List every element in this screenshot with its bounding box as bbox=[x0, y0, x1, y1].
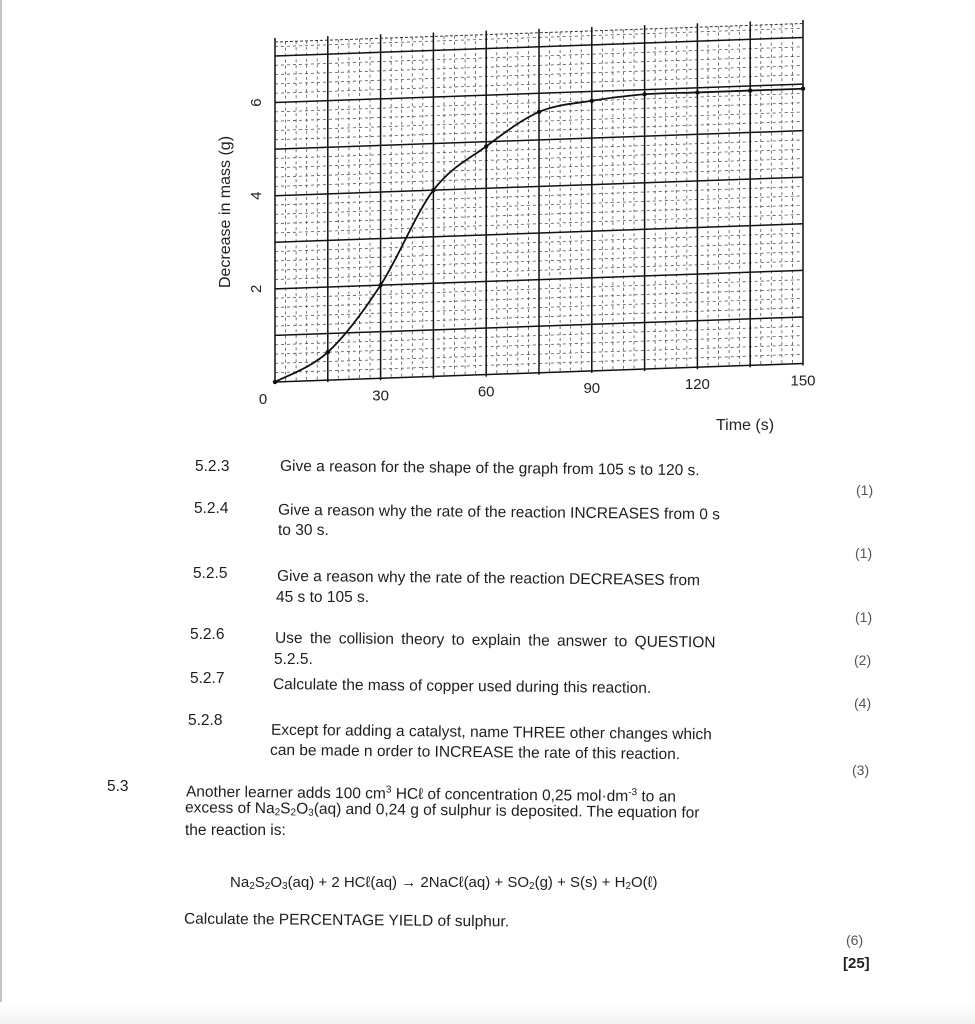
page-bottom-band bbox=[0, 1002, 975, 1024]
question-text-line-1: Give a reason why the rate of the reaction INCREASES from 0 s bbox=[277, 501, 721, 524]
subscript: 3 bbox=[282, 881, 288, 892]
data-point bbox=[378, 283, 382, 287]
question-marks: (1) bbox=[856, 482, 874, 498]
question-marks: (6) bbox=[846, 932, 864, 948]
data-point bbox=[590, 99, 594, 103]
question-number: 5.2.7 bbox=[190, 670, 225, 687]
x-tick-label: 60 bbox=[477, 383, 495, 401]
question-text-line-2: 45 s to 105 s. bbox=[276, 589, 370, 606]
x-tick-label: 30 bbox=[372, 387, 389, 405]
data-point bbox=[484, 144, 488, 148]
chart-svg bbox=[200, 20, 820, 440]
y-tick-label: 6 bbox=[247, 98, 265, 107]
subscript: 3 bbox=[308, 807, 314, 819]
eq-run: (g) + S(s) + H bbox=[534, 874, 626, 891]
y-tick-label: 4 bbox=[247, 191, 265, 200]
subscript: 2 bbox=[249, 881, 255, 892]
question-number: 5.2.5 bbox=[193, 565, 228, 582]
data-point bbox=[801, 87, 805, 91]
question-marks: (1) bbox=[855, 609, 873, 625]
question-text: Give a reason for the shape of the graph from 105 s to 120 s. bbox=[279, 457, 700, 480]
data-point bbox=[537, 110, 541, 114]
subscript: 2 bbox=[264, 881, 271, 892]
data-point bbox=[326, 350, 330, 354]
question-number: 5.2.4 bbox=[194, 500, 229, 517]
total-marks: [25] bbox=[843, 955, 870, 972]
question-text-line-1: Give a reason why the rate of the reaction DECREASES from bbox=[276, 567, 701, 590]
percentage-yield-instruction: Calculate the PERCENTAGE YIELD of sulphur. bbox=[183, 910, 510, 931]
chemical-equation bbox=[230, 874, 658, 892]
subscript: 2 bbox=[290, 807, 297, 819]
subscript: 2 bbox=[625, 881, 631, 892]
question-marks: (2) bbox=[854, 652, 872, 668]
axis-ticks bbox=[248, 98, 816, 408]
question-number: 5.3 bbox=[107, 778, 129, 795]
question-text-line-2: to 30 s. bbox=[278, 522, 329, 539]
question-marks: (3) bbox=[852, 762, 870, 778]
question-text-line-2: can be made n order to INCREASE the rate of this reaction. bbox=[269, 741, 681, 764]
data-point bbox=[748, 88, 752, 92]
question-marks: (1) bbox=[855, 545, 873, 561]
text-run: S bbox=[280, 800, 291, 818]
question-text-line-2: 5.2.5. bbox=[274, 651, 313, 668]
subscript: 2 bbox=[274, 807, 281, 819]
eq-run: (aq) + 2 HCℓ(aq) → 2NaCℓ(aq) + SO bbox=[287, 874, 530, 891]
eq-run: Na bbox=[230, 874, 250, 891]
eq-run: S bbox=[254, 874, 265, 891]
y-axis-label: Decrease in mass (g) bbox=[217, 135, 234, 289]
x-axis-label: Time (s) bbox=[715, 417, 775, 434]
data-point bbox=[431, 188, 435, 192]
superscript: 3 bbox=[385, 784, 392, 796]
question-number: 5.2.6 bbox=[190, 626, 225, 643]
question-text-line-1: Except for adding a catalyst, name THREE other changes which bbox=[270, 721, 712, 744]
question-number: 5.2.3 bbox=[195, 458, 230, 475]
decrease-in-mass-graph bbox=[200, 20, 820, 440]
question-text-line-1: Use the collision theory to explain the answer to QUESTION bbox=[274, 629, 716, 652]
question-text-line-3: the reaction is: bbox=[185, 822, 286, 839]
y-tick-label: 2 bbox=[247, 284, 265, 294]
text-run: to an bbox=[637, 788, 676, 806]
data-point bbox=[273, 380, 277, 384]
text-run: O bbox=[296, 800, 309, 818]
text-run: Another learner adds 100 cm bbox=[185, 783, 386, 803]
question-number: 5.2.8 bbox=[188, 712, 223, 729]
x-tick-label: 150 bbox=[790, 372, 816, 390]
data-point bbox=[642, 92, 646, 96]
data-point bbox=[695, 90, 699, 94]
superscript: -3 bbox=[628, 787, 638, 799]
text-run: (aq) and 0,24 g of sulphur is deposited. The equation for bbox=[313, 800, 700, 822]
question-text: Calculate the mass of copper used during this reaction. bbox=[272, 676, 652, 697]
page-left-border bbox=[0, 0, 2, 1024]
subscript: 2 bbox=[529, 881, 535, 892]
x-tick-label: 90 bbox=[583, 379, 601, 397]
question-marks: (4) bbox=[854, 695, 872, 711]
x-tick-label: 0 bbox=[258, 391, 268, 408]
eq-run: O bbox=[270, 874, 282, 891]
text-run: HCℓ of concentration 0,25 mol·dm bbox=[391, 785, 629, 806]
text-run: excess of Na bbox=[184, 799, 275, 818]
x-tick-label: 120 bbox=[684, 376, 710, 394]
eq-run: O(ℓ) bbox=[631, 874, 658, 891]
